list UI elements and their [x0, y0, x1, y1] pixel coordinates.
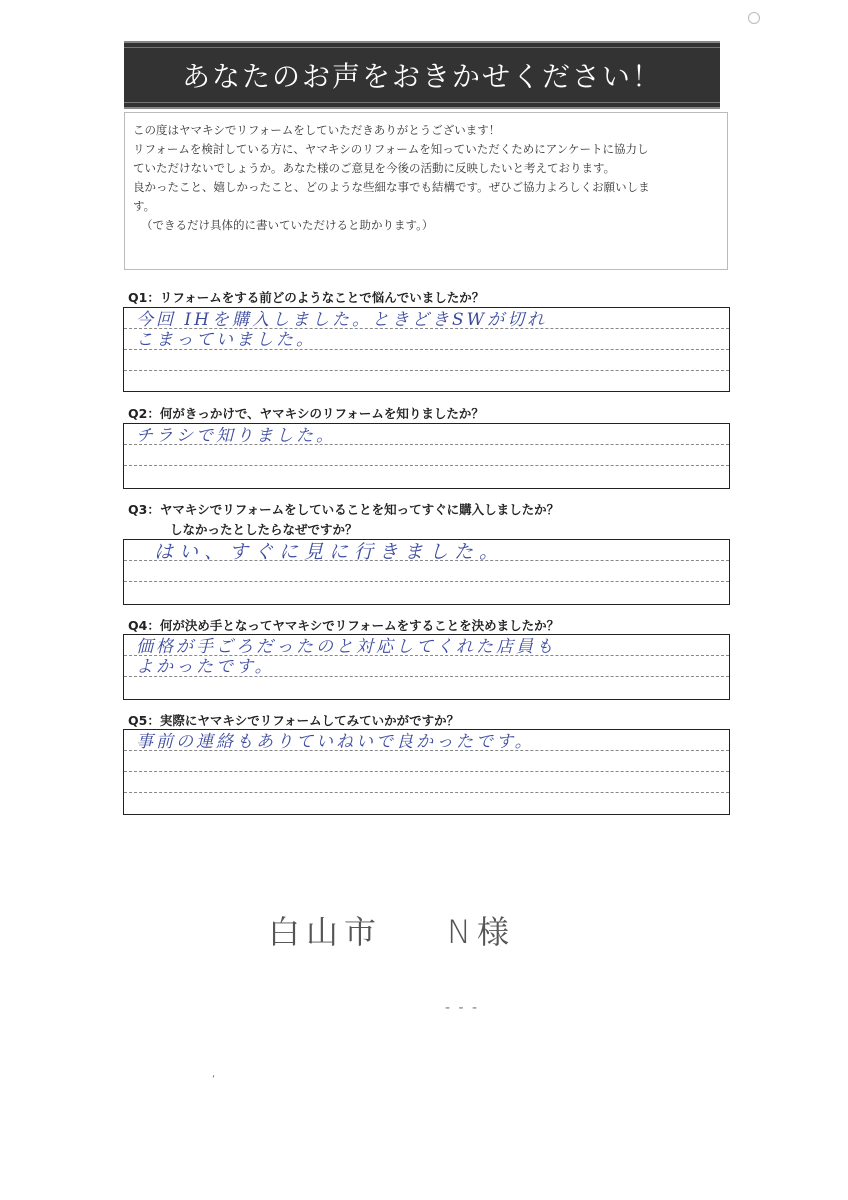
intro-line: 良かったこと、嬉しかったこと、どのような些細な事でも結構です。ぜひご協力よろしくお願いしま	[133, 180, 650, 194]
intro-line: ていただけないでしょうか。あなた様のご意見を今後の活動に反映したいと考えております。	[133, 161, 616, 175]
customer-name: N様	[447, 913, 515, 951]
ruled-line	[124, 792, 729, 793]
intro-line: （できるだけ具体的に書いていただけると助かります。）	[141, 218, 434, 232]
answer-2-line-1: チラシで知りました。	[136, 426, 336, 446]
question-1-label: Q1：リフォームをする前どのようなことで悩んでいましたか？	[128, 290, 485, 305]
answer-2-box	[123, 423, 730, 489]
question-2-label: Q2：何がきっかけで、ヤマキシのリフォームを知りましたか？	[128, 406, 484, 421]
question-4-label: Q4：何が決め手となってヤマキシでリフォームをすることを決めましたか？	[128, 618, 560, 633]
survey-title: あなたのお声をおきかせください！	[181, 60, 662, 93]
answer-1-box	[123, 307, 730, 392]
intro-box	[124, 112, 728, 270]
answer-3-box	[123, 539, 730, 605]
intro-line: す。	[133, 199, 156, 213]
question-3-label: Q3：ヤマキシでリフォームをしていることを知ってすぐに購入しましたか？	[128, 502, 560, 517]
ruled-line	[124, 771, 729, 772]
intro-line: この度はヤマキシでリフォームをしていただきありがとうございます！	[133, 123, 501, 137]
answer-4-line-2: よかったです。	[136, 657, 275, 677]
answer-3-line-1: はい、すぐに見に行きました。	[154, 541, 505, 563]
question-5-label: Q5：実際にヤマキシでリフォームしてみていかがですか？	[128, 713, 460, 728]
answer-5-line-1: 事前の連絡もありていねいで良かったです。	[136, 732, 535, 752]
answer-1-line-1: 今回 IHを購入しました。ときどきSWが切れ	[136, 310, 548, 330]
ruled-line	[124, 581, 729, 582]
answer-4-box	[123, 634, 730, 700]
punch-hole-mark	[748, 12, 760, 24]
faint-mark: - - -	[445, 1000, 480, 1016]
lower-paper-area	[0, 820, 848, 1200]
survey-header	[124, 41, 720, 109]
intro-line: リフォームを検討している方に、ヤマキシのリフォームを知っていただくためにアンケートに協力し	[133, 142, 649, 156]
answer-4-line-1: 価格が手ごろだったのと対応してくれた店員も	[136, 637, 556, 657]
answer-5-box	[123, 729, 730, 815]
question-3-sublabel: しなかったとしたらなぜですか？	[170, 522, 358, 537]
ruled-line	[124, 465, 729, 466]
faint-mark: ‘	[212, 1074, 216, 1085]
customer-city: 白山市	[268, 913, 383, 951]
ruled-line	[124, 370, 729, 371]
answer-1-line-2: こまっていました。	[136, 330, 316, 350]
